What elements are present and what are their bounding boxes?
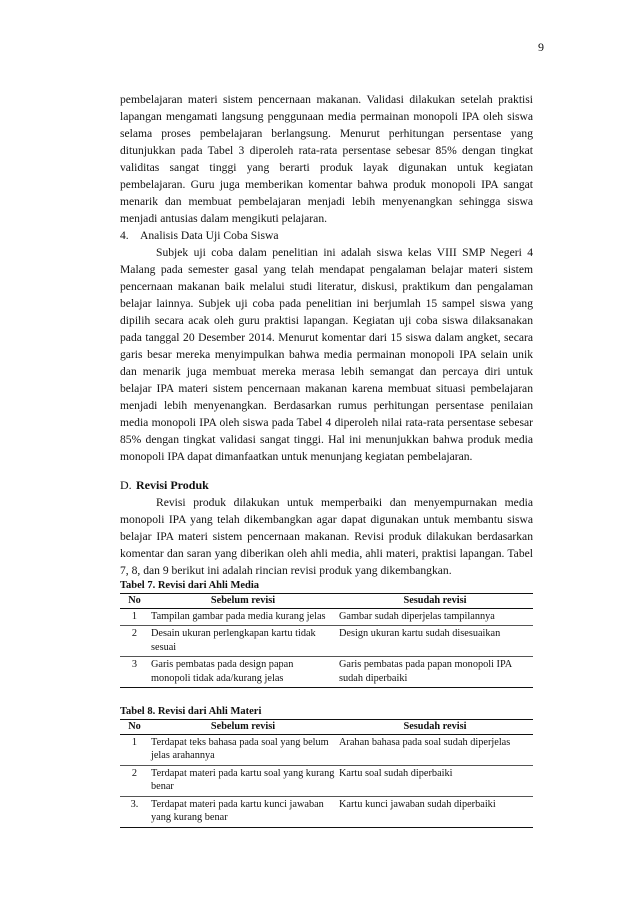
- table8-caption: Tabel 8. Revisi dari Ahli Materi: [120, 706, 262, 717]
- table7-caption: Tabel 7. Revisi dari Ahli Media: [120, 580, 260, 591]
- cell-before: Terdapat materi pada kartu kunci jawaban yang kurang benar: [149, 796, 337, 827]
- paragraph-uji-coba: Subjek uji coba dalam penelitian ini adalah siswa kelas VIII SMP Negeri 4 Malang pada semester gasal yang telah mendapat pengalaman belajar materi sistem pencernaan makanan baik melalui studi literatur, diskusi, praktikum dan pengalaman belajar lainnya. Subjek uji coba pada penelitian ini berjumlah 15 sampel siswa yang dipilih secara acak oleh guru praktisi lapangan. Kegiatan uji coba siswa dilaksanakan pada tanggal 20 Desember 2014. Menurut komentar dari 15 siswa dalam angket, secara garis besar mereka menyimpulkan bahwa media permainan monopoli IPA selain unik dan menarik juga membuat mereka merasa lebih semangat dan percaya diri untuk belajar IPA materi sistem pencernaan makanan karena membuat situasi pembelajaran menjadi lebih menyenangkan. Berdasarkan rumus perhitungan persentase penilaian media monopoli IPA oleh siswa pada Tabel 4 diperoleh nilai rata-rata persentase sebesar 85% dengan tingkat validasi sangat tinggi. Hal ini menunjukkan bahwa produk media monopoli IPA dapat dimanfaatkan untuk menunjang kegiatan pembelajaran.: [120, 246, 533, 463]
- table-row: [120, 765, 533, 796]
- cell-before: Garis pembatas pada design papan monopoli tidak ada/kurang jelas: [149, 657, 337, 688]
- paragraph-intro: pembelajaran materi sistem pencernaan makanan. Validasi dilakukan setelah praktisi lapangan mengamati langsung penggunaan media permainan monopoli IPA oleh siswa selama proses pembelajaran berlangsung. Menurut perhitungan persentase yang ditunjukkan pada Tabel 3 diperoleh rata-rata persentase sebesar 85% dengan tingkat validitas sangat tinggi yang berarti produk layak digunakan untuk kegiatan pembelajaran. Guru juga memberikan komentar bahwa produk monopoli IPA sangat menarik dan membuat pembelajaran menjadi lebih menyenangkan sehingga siswa menjadi antusias dalam mengikuti pelajaran.: [120, 93, 533, 225]
- cell-before: Terdapat materi pada kartu soal yang kurang benar: [149, 765, 337, 796]
- table-header-row: [120, 720, 533, 735]
- cell-after: Garis pembatas pada papan monopoli IPA sudah diperbaiki: [337, 657, 533, 688]
- table-row: [120, 626, 533, 657]
- table-row: [120, 608, 533, 626]
- paragraph-revisi: Revisi produk dilakukan untuk memperbaiki dan menyempurnakan media monopoli IPA yang telah dikembangkan agar dapat digunakan untuk membantu siswa belajar IPA materi sistem pencernaan makanan. Revisi produk dilakukan berdasarkan komentar dan saran yang diberikan oleh ahli media, ahli materi, praktisi lapangan. Tabel 7, 8, dan 9 berikut ini adalah rincian revisi produk yang dikembangkan.: [120, 496, 533, 577]
- header-no: No: [120, 594, 149, 609]
- list-item-number: 4.: [120, 229, 129, 242]
- cell-no: 2: [120, 765, 149, 796]
- header-before: Sebelum revisi: [149, 594, 337, 609]
- list-item-title: Analisis Data Uji Coba Siswa: [140, 229, 279, 242]
- header-no: No: [120, 720, 149, 735]
- table-header-row: [120, 594, 533, 609]
- cell-no: 3: [120, 657, 149, 688]
- cell-before: Tampilan gambar pada media kurang jelas: [149, 608, 337, 626]
- list-item-4: [120, 227, 533, 244]
- cell-no: 1: [120, 608, 149, 626]
- cell-after: Kartu soal sudah diperbaiki: [337, 765, 533, 796]
- table7: [120, 593, 533, 688]
- cell-before: Terdapat teks bahasa pada soal yang belum jelas arahannya: [149, 734, 337, 765]
- table8: [120, 719, 533, 828]
- cell-after: Gambar sudah diperjelas tampilannya: [337, 608, 533, 626]
- page-content: [120, 91, 533, 828]
- header-before: Sebelum revisi: [149, 720, 337, 735]
- header-after: Sesudah revisi: [337, 720, 533, 735]
- cell-no: 2: [120, 626, 149, 657]
- cell-after: Kartu kunci jawaban sudah diperbaiki: [337, 796, 533, 827]
- cell-no: 3.: [120, 796, 149, 827]
- cell-after: Design ukuran kartu sudah disesuaikan: [337, 626, 533, 657]
- table-row: [120, 734, 533, 765]
- cell-after: Arahan bahasa pada soal sudah diperjelas: [337, 734, 533, 765]
- section-letter: D.: [120, 478, 132, 492]
- table-row: [120, 657, 533, 688]
- cell-no: 1: [120, 734, 149, 765]
- page-number: 9: [538, 40, 544, 54]
- section-title: Revisi Produk: [136, 478, 209, 492]
- cell-before: Desain ukuran perlengkapan kartu tidak sesuai: [149, 626, 337, 657]
- table-row: [120, 796, 533, 827]
- header-after: Sesudah revisi: [337, 594, 533, 609]
- section-heading-d: [120, 477, 533, 494]
